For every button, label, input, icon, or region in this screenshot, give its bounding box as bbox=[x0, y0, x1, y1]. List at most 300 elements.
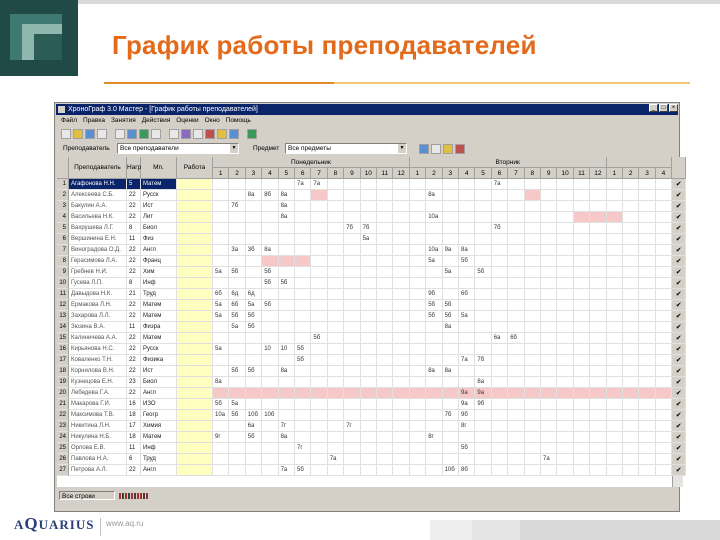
table-row[interactable] bbox=[57, 465, 683, 476]
schedule-slot[interactable]: 5а bbox=[213, 267, 229, 278]
schedule-slot[interactable] bbox=[525, 234, 541, 245]
schedule-slot[interactable] bbox=[525, 333, 541, 344]
row-check[interactable]: ✔ bbox=[672, 410, 686, 421]
schedule-slot[interactable] bbox=[623, 344, 639, 355]
row-number[interactable]: 9 bbox=[57, 267, 69, 278]
schedule-slot[interactable] bbox=[557, 377, 573, 388]
schedule-slot[interactable] bbox=[262, 333, 278, 344]
schedule-slot[interactable] bbox=[541, 322, 557, 333]
schedule-slot[interactable] bbox=[623, 377, 639, 388]
schedule-slot[interactable] bbox=[311, 245, 327, 256]
schedule-slot[interactable] bbox=[574, 443, 590, 454]
schedule-slot[interactable] bbox=[541, 289, 557, 300]
schedule-slot[interactable] bbox=[639, 432, 655, 443]
schedule-slot[interactable] bbox=[475, 256, 491, 267]
schedule-slot[interactable] bbox=[623, 454, 639, 465]
schedule-slot[interactable] bbox=[377, 432, 393, 443]
schedule-slot[interactable] bbox=[393, 201, 409, 212]
schedule-slot[interactable] bbox=[213, 388, 229, 399]
schedule-slot[interactable] bbox=[623, 443, 639, 454]
schedule-slot[interactable]: 6б bbox=[508, 333, 524, 344]
schedule-slot[interactable] bbox=[492, 256, 508, 267]
schedule-slot[interactable] bbox=[295, 421, 311, 432]
schedule-slot[interactable] bbox=[229, 190, 245, 201]
schedule-slot[interactable] bbox=[508, 432, 524, 443]
schedule-slot[interactable] bbox=[656, 245, 672, 256]
schedule-slot[interactable] bbox=[410, 267, 426, 278]
teacher-name[interactable]: Алексеева С.Б. bbox=[69, 190, 127, 201]
teacher-subject[interactable]: Физ bbox=[141, 234, 177, 245]
schedule-slot[interactable] bbox=[541, 311, 557, 322]
schedule-slot[interactable] bbox=[492, 454, 508, 465]
schedule-slot[interactable]: 5б bbox=[229, 410, 245, 421]
schedule-slot[interactable] bbox=[295, 322, 311, 333]
schedule-slot[interactable]: 8а bbox=[426, 366, 442, 377]
schedule-slot[interactable] bbox=[393, 421, 409, 432]
schedule-slot[interactable] bbox=[656, 443, 672, 454]
schedule-slot[interactable] bbox=[656, 267, 672, 278]
schedule-slot[interactable] bbox=[607, 223, 623, 234]
schedule-slot[interactable] bbox=[229, 454, 245, 465]
schedule-slot[interactable] bbox=[508, 366, 524, 377]
teacher-name[interactable]: Васильева Н.К. bbox=[69, 212, 127, 223]
table-row[interactable] bbox=[57, 223, 683, 234]
schedule-slot[interactable] bbox=[525, 377, 541, 388]
row-check[interactable]: ✔ bbox=[672, 388, 686, 399]
schedule-slot[interactable] bbox=[525, 432, 541, 443]
schedule-slot[interactable] bbox=[377, 333, 393, 344]
teacher-name[interactable]: Вершинина Е.Н. bbox=[69, 234, 127, 245]
schedule-slot[interactable] bbox=[557, 322, 573, 333]
schedule-slot[interactable]: 7б bbox=[492, 223, 508, 234]
schedule-slot[interactable] bbox=[328, 234, 344, 245]
teacher-name[interactable]: Орлова Е.В. bbox=[69, 443, 127, 454]
schedule-slot[interactable] bbox=[557, 223, 573, 234]
schedule-slot[interactable] bbox=[328, 190, 344, 201]
schedule-slot[interactable] bbox=[443, 355, 459, 366]
schedule-slot[interactable] bbox=[262, 212, 278, 223]
schedule-slot[interactable] bbox=[590, 399, 606, 410]
schedule-slot[interactable] bbox=[623, 355, 639, 366]
schedule-slot[interactable] bbox=[410, 311, 426, 322]
schedule-slot[interactable] bbox=[311, 300, 327, 311]
schedule-slot[interactable] bbox=[475, 289, 491, 300]
work-cell[interactable] bbox=[177, 201, 213, 212]
row-number[interactable]: 16 bbox=[57, 344, 69, 355]
schedule-slot[interactable] bbox=[328, 333, 344, 344]
schedule-slot[interactable] bbox=[344, 311, 360, 322]
table-row[interactable] bbox=[57, 245, 683, 256]
row-number[interactable]: 13 bbox=[57, 311, 69, 322]
schedule-slot[interactable] bbox=[557, 278, 573, 289]
schedule-slot[interactable] bbox=[361, 179, 377, 190]
schedule-slot[interactable]: 7б bbox=[229, 201, 245, 212]
schedule-slot[interactable]: 5а bbox=[213, 344, 229, 355]
schedule-slot[interactable]: 8а bbox=[262, 245, 278, 256]
schedule-slot[interactable] bbox=[492, 289, 508, 300]
teacher-subject[interactable]: Физика bbox=[141, 355, 177, 366]
schedule-slot[interactable] bbox=[508, 190, 524, 201]
schedule-slot[interactable]: 5б bbox=[262, 300, 278, 311]
row-number[interactable]: 23 bbox=[57, 421, 69, 432]
schedule-slot[interactable] bbox=[525, 311, 541, 322]
schedule-slot[interactable] bbox=[262, 201, 278, 212]
menu-help[interactable]: Помощь bbox=[225, 117, 251, 124]
teacher-hours[interactable]: 18 bbox=[127, 410, 141, 421]
schedule-slot[interactable] bbox=[557, 465, 573, 476]
schedule-slot[interactable] bbox=[295, 234, 311, 245]
schedule-slot[interactable] bbox=[492, 212, 508, 223]
schedule-slot[interactable]: 7а bbox=[541, 454, 557, 465]
schedule-slot[interactable] bbox=[525, 410, 541, 421]
schedule-slot[interactable] bbox=[246, 377, 262, 388]
work-cell[interactable] bbox=[177, 234, 213, 245]
table-row[interactable] bbox=[57, 432, 683, 443]
schedule-slot[interactable]: 7а bbox=[311, 179, 327, 190]
schedule-slot[interactable] bbox=[377, 399, 393, 410]
row-check[interactable]: ✔ bbox=[672, 432, 686, 443]
table-row[interactable] bbox=[57, 212, 683, 223]
schedule-slot[interactable] bbox=[410, 421, 426, 432]
schedule-slot[interactable]: 5б bbox=[213, 399, 229, 410]
schedule-slot[interactable] bbox=[410, 388, 426, 399]
schedule-slot[interactable]: 5б bbox=[262, 278, 278, 289]
schedule-slot[interactable]: 7а bbox=[459, 355, 475, 366]
schedule-slot[interactable] bbox=[557, 410, 573, 421]
teacher-name[interactable]: Павлова Н.А. bbox=[69, 454, 127, 465]
schedule-slot[interactable] bbox=[426, 377, 442, 388]
schedule-slot[interactable] bbox=[295, 256, 311, 267]
schedule-slot[interactable] bbox=[393, 267, 409, 278]
open-icon[interactable] bbox=[73, 129, 83, 139]
teacher-hours[interactable]: 22 bbox=[127, 267, 141, 278]
schedule-slot[interactable]: 10а bbox=[213, 410, 229, 421]
schedule-slot[interactable] bbox=[459, 179, 475, 190]
schedule-slot[interactable] bbox=[541, 278, 557, 289]
schedule-slot[interactable] bbox=[443, 278, 459, 289]
schedule-slot[interactable] bbox=[525, 465, 541, 476]
schedule-slot[interactable] bbox=[311, 223, 327, 234]
schedule-slot[interactable] bbox=[508, 179, 524, 190]
teacher-hours[interactable]: 6 bbox=[127, 454, 141, 465]
schedule-slot[interactable] bbox=[541, 366, 557, 377]
row-number[interactable]: 27 bbox=[57, 465, 69, 476]
schedule-slot[interactable] bbox=[590, 377, 606, 388]
row-number[interactable]: 12 bbox=[57, 300, 69, 311]
table-row[interactable] bbox=[57, 190, 683, 201]
schedule-slot[interactable] bbox=[393, 311, 409, 322]
teacher-subject[interactable]: Физра bbox=[141, 322, 177, 333]
schedule-slot[interactable] bbox=[557, 201, 573, 212]
schedule-slot[interactable] bbox=[213, 201, 229, 212]
schedule-slot[interactable] bbox=[623, 311, 639, 322]
schedule-slot[interactable] bbox=[475, 443, 491, 454]
schedule-slot[interactable]: 5б bbox=[459, 443, 475, 454]
schedule-slot[interactable] bbox=[426, 355, 442, 366]
schedule-slot[interactable] bbox=[328, 465, 344, 476]
teacher-name[interactable]: Давыдова Н.К. bbox=[69, 289, 127, 300]
schedule-slot[interactable] bbox=[311, 256, 327, 267]
schedule-slot[interactable] bbox=[393, 399, 409, 410]
schedule-slot[interactable] bbox=[393, 322, 409, 333]
schedule-slot[interactable]: 5а bbox=[229, 322, 245, 333]
work-cell[interactable] bbox=[177, 322, 213, 333]
schedule-slot[interactable] bbox=[410, 278, 426, 289]
schedule-slot[interactable] bbox=[410, 344, 426, 355]
teacher-subject[interactable]: Русск bbox=[141, 344, 177, 355]
table-row[interactable] bbox=[57, 377, 683, 388]
schedule-slot[interactable] bbox=[361, 201, 377, 212]
cut-icon[interactable] bbox=[115, 129, 125, 139]
schedule-slot[interactable]: 6б bbox=[459, 289, 475, 300]
schedule-slot[interactable]: 8а bbox=[459, 245, 475, 256]
teacher-hours[interactable]: 18 bbox=[127, 432, 141, 443]
schedule-slot[interactable]: 9а bbox=[459, 388, 475, 399]
schedule-slot[interactable] bbox=[492, 278, 508, 289]
schedule-slot[interactable] bbox=[525, 399, 541, 410]
schedule-slot[interactable] bbox=[475, 410, 491, 421]
schedule-slot[interactable]: 6б bbox=[229, 300, 245, 311]
schedule-slot[interactable] bbox=[377, 410, 393, 421]
schedule-slot[interactable] bbox=[590, 300, 606, 311]
schedule-slot[interactable] bbox=[410, 322, 426, 333]
table-icon[interactable] bbox=[169, 129, 179, 139]
work-cell[interactable] bbox=[177, 333, 213, 344]
schedule-slot[interactable] bbox=[492, 267, 508, 278]
schedule-slot[interactable] bbox=[229, 355, 245, 366]
schedule-slot[interactable]: 8а bbox=[279, 212, 295, 223]
teacher-name[interactable]: Калиничева А.А. bbox=[69, 333, 127, 344]
schedule-slot[interactable] bbox=[508, 377, 524, 388]
schedule-slot[interactable] bbox=[443, 212, 459, 223]
schedule-slot[interactable] bbox=[311, 311, 327, 322]
teacher-hours[interactable]: 11 bbox=[127, 322, 141, 333]
schedule-slot[interactable] bbox=[229, 377, 245, 388]
row-check[interactable]: ✔ bbox=[672, 256, 686, 267]
schedule-slot[interactable] bbox=[328, 289, 344, 300]
schedule-slot[interactable] bbox=[311, 399, 327, 410]
schedule-slot[interactable] bbox=[492, 443, 508, 454]
schedule-slot[interactable] bbox=[393, 454, 409, 465]
schedule-slot[interactable] bbox=[246, 267, 262, 278]
schedule-slot[interactable] bbox=[607, 377, 623, 388]
schedule-slot[interactable] bbox=[213, 245, 229, 256]
schedule-slot[interactable] bbox=[475, 344, 491, 355]
schedule-slot[interactable] bbox=[574, 289, 590, 300]
schedule-slot[interactable] bbox=[459, 201, 475, 212]
schedule-slot[interactable] bbox=[557, 355, 573, 366]
schedule-slot[interactable] bbox=[213, 223, 229, 234]
schedule-slot[interactable] bbox=[574, 267, 590, 278]
schedule-slot[interactable] bbox=[213, 443, 229, 454]
teacher-hours[interactable]: 16 bbox=[127, 399, 141, 410]
schedule-slot[interactable]: 5а bbox=[361, 234, 377, 245]
schedule-slot[interactable] bbox=[393, 300, 409, 311]
schedule-slot[interactable]: 8а bbox=[213, 377, 229, 388]
schedule-slot[interactable]: 7б bbox=[361, 223, 377, 234]
schedule-slot[interactable] bbox=[557, 212, 573, 223]
schedule-slot[interactable] bbox=[623, 190, 639, 201]
schedule-slot[interactable] bbox=[410, 300, 426, 311]
schedule-slot[interactable] bbox=[295, 311, 311, 322]
table-row[interactable] bbox=[57, 366, 683, 377]
teacher-subject[interactable]: Матем bbox=[141, 179, 177, 190]
schedule-slot[interactable] bbox=[623, 366, 639, 377]
schedule-slot[interactable] bbox=[361, 311, 377, 322]
schedule-slot[interactable] bbox=[574, 344, 590, 355]
schedule-slot[interactable] bbox=[377, 421, 393, 432]
schedule-slot[interactable] bbox=[393, 465, 409, 476]
schedule-slot[interactable] bbox=[492, 432, 508, 443]
schedule-slot[interactable] bbox=[311, 234, 327, 245]
schedule-slot[interactable] bbox=[557, 256, 573, 267]
schedule-slot[interactable]: 10 bbox=[279, 344, 295, 355]
schedule-slot[interactable] bbox=[574, 179, 590, 190]
schedule-slot[interactable] bbox=[295, 289, 311, 300]
schedule-slot[interactable] bbox=[492, 201, 508, 212]
schedule-slot[interactable]: 9г bbox=[213, 432, 229, 443]
schedule-slot[interactable]: 8а bbox=[426, 190, 442, 201]
table-row[interactable] bbox=[57, 311, 683, 322]
schedule-slot[interactable] bbox=[607, 388, 623, 399]
schedule-slot[interactable] bbox=[328, 410, 344, 421]
schedule-slot[interactable] bbox=[541, 267, 557, 278]
chevron-down-icon[interactable]: ▼ bbox=[399, 145, 405, 151]
header-hours[interactable]: Нагр bbox=[127, 157, 141, 179]
schedule-slot[interactable] bbox=[590, 421, 606, 432]
work-cell[interactable] bbox=[177, 366, 213, 377]
schedule-slot[interactable] bbox=[344, 179, 360, 190]
schedule-slot[interactable] bbox=[639, 388, 655, 399]
schedule-slot[interactable] bbox=[328, 322, 344, 333]
schedule-slot[interactable] bbox=[279, 454, 295, 465]
menu-lessons[interactable]: Занятия bbox=[110, 117, 136, 124]
schedule-slot[interactable] bbox=[492, 421, 508, 432]
schedule-slot[interactable] bbox=[623, 256, 639, 267]
schedule-slot[interactable] bbox=[492, 377, 508, 388]
schedule-slot[interactable]: 5б bbox=[246, 366, 262, 377]
schedule-slot[interactable] bbox=[377, 377, 393, 388]
work-cell[interactable] bbox=[177, 388, 213, 399]
schedule-slot[interactable] bbox=[393, 355, 409, 366]
schedule-slot[interactable]: 7б bbox=[475, 355, 491, 366]
schedule-slot[interactable] bbox=[311, 278, 327, 289]
table-row[interactable] bbox=[57, 256, 683, 267]
schedule-slot[interactable] bbox=[607, 311, 623, 322]
schedule-slot[interactable] bbox=[541, 410, 557, 421]
schedule-slot[interactable] bbox=[361, 388, 377, 399]
schedule-slot[interactable] bbox=[246, 201, 262, 212]
schedule-slot[interactable] bbox=[213, 454, 229, 465]
schedule-slot[interactable]: 5б bbox=[246, 322, 262, 333]
schedule-slot[interactable] bbox=[443, 190, 459, 201]
teacher-hours[interactable]: 22 bbox=[127, 366, 141, 377]
schedule-slot[interactable] bbox=[295, 454, 311, 465]
schedule-slot[interactable] bbox=[361, 190, 377, 201]
schedule-slot[interactable] bbox=[393, 278, 409, 289]
work-cell[interactable] bbox=[177, 399, 213, 410]
schedule-slot[interactable] bbox=[607, 234, 623, 245]
teacher-subject[interactable]: Лит bbox=[141, 212, 177, 223]
table-row[interactable] bbox=[57, 179, 683, 190]
teacher-hours[interactable]: 17 bbox=[127, 421, 141, 432]
schedule-slot[interactable] bbox=[590, 289, 606, 300]
teacher-subject[interactable]: Ист bbox=[141, 366, 177, 377]
schedule-slot[interactable] bbox=[311, 454, 327, 465]
schedule-slot[interactable]: 9а bbox=[443, 245, 459, 256]
schedule-slot[interactable] bbox=[607, 465, 623, 476]
schedule-slot[interactable] bbox=[393, 366, 409, 377]
schedule-slot[interactable] bbox=[525, 322, 541, 333]
schedule-slot[interactable]: 5а bbox=[426, 256, 442, 267]
schedule-slot[interactable] bbox=[656, 223, 672, 234]
filter-icon[interactable] bbox=[193, 129, 203, 139]
schedule-slot[interactable] bbox=[639, 399, 655, 410]
work-cell[interactable] bbox=[177, 377, 213, 388]
row-number[interactable]: 10 bbox=[57, 278, 69, 289]
schedule-slot[interactable] bbox=[639, 190, 655, 201]
schedule-slot[interactable] bbox=[262, 388, 278, 399]
schedule-slot[interactable] bbox=[279, 388, 295, 399]
work-cell[interactable] bbox=[177, 256, 213, 267]
schedule-slot[interactable] bbox=[410, 333, 426, 344]
row-check[interactable]: ✔ bbox=[672, 311, 686, 322]
schedule-slot[interactable] bbox=[361, 454, 377, 465]
chevron-down-icon[interactable]: ▼ bbox=[231, 145, 237, 151]
schedule-slot[interactable] bbox=[426, 267, 442, 278]
schedule-slot[interactable]: 5а bbox=[443, 267, 459, 278]
schedule-slot[interactable] bbox=[590, 322, 606, 333]
schedule-slot[interactable] bbox=[229, 212, 245, 223]
row-number[interactable]: 18 bbox=[57, 366, 69, 377]
schedule-slot[interactable] bbox=[393, 289, 409, 300]
schedule-slot[interactable] bbox=[279, 311, 295, 322]
schedule-slot[interactable] bbox=[574, 432, 590, 443]
teacher-subject[interactable]: Русск bbox=[141, 190, 177, 201]
teacher-name[interactable]: Виноградова О.Д. bbox=[69, 245, 127, 256]
schedule-slot[interactable] bbox=[541, 256, 557, 267]
schedule-slot[interactable]: 8а bbox=[279, 201, 295, 212]
schedule-slot[interactable] bbox=[229, 223, 245, 234]
table-row[interactable] bbox=[57, 278, 683, 289]
schedule-slot[interactable] bbox=[213, 190, 229, 201]
schedule-slot[interactable] bbox=[262, 355, 278, 366]
schedule-slot[interactable] bbox=[541, 234, 557, 245]
schedule-slot[interactable] bbox=[475, 245, 491, 256]
schedule-slot[interactable] bbox=[213, 333, 229, 344]
schedule-slot[interactable] bbox=[639, 366, 655, 377]
schedule-slot[interactable] bbox=[459, 322, 475, 333]
schedule-slot[interactable] bbox=[623, 267, 639, 278]
schedule-slot[interactable]: 8а bbox=[279, 190, 295, 201]
teacher-hours[interactable]: 22 bbox=[127, 465, 141, 476]
schedule-slot[interactable] bbox=[459, 344, 475, 355]
schedule-slot[interactable] bbox=[344, 201, 360, 212]
schedule-slot[interactable] bbox=[279, 333, 295, 344]
schedule-slot[interactable] bbox=[377, 212, 393, 223]
schedule-slot[interactable] bbox=[328, 256, 344, 267]
schedule-slot[interactable] bbox=[475, 311, 491, 322]
schedule-slot[interactable] bbox=[295, 212, 311, 223]
schedule-slot[interactable] bbox=[590, 410, 606, 421]
schedule-slot[interactable] bbox=[361, 322, 377, 333]
schedule-slot[interactable] bbox=[410, 399, 426, 410]
schedule-slot[interactable] bbox=[623, 212, 639, 223]
schedule-slot[interactable] bbox=[426, 454, 442, 465]
schedule-slot[interactable] bbox=[557, 245, 573, 256]
schedule-slot[interactable] bbox=[344, 443, 360, 454]
row-number[interactable]: 24 bbox=[57, 432, 69, 443]
